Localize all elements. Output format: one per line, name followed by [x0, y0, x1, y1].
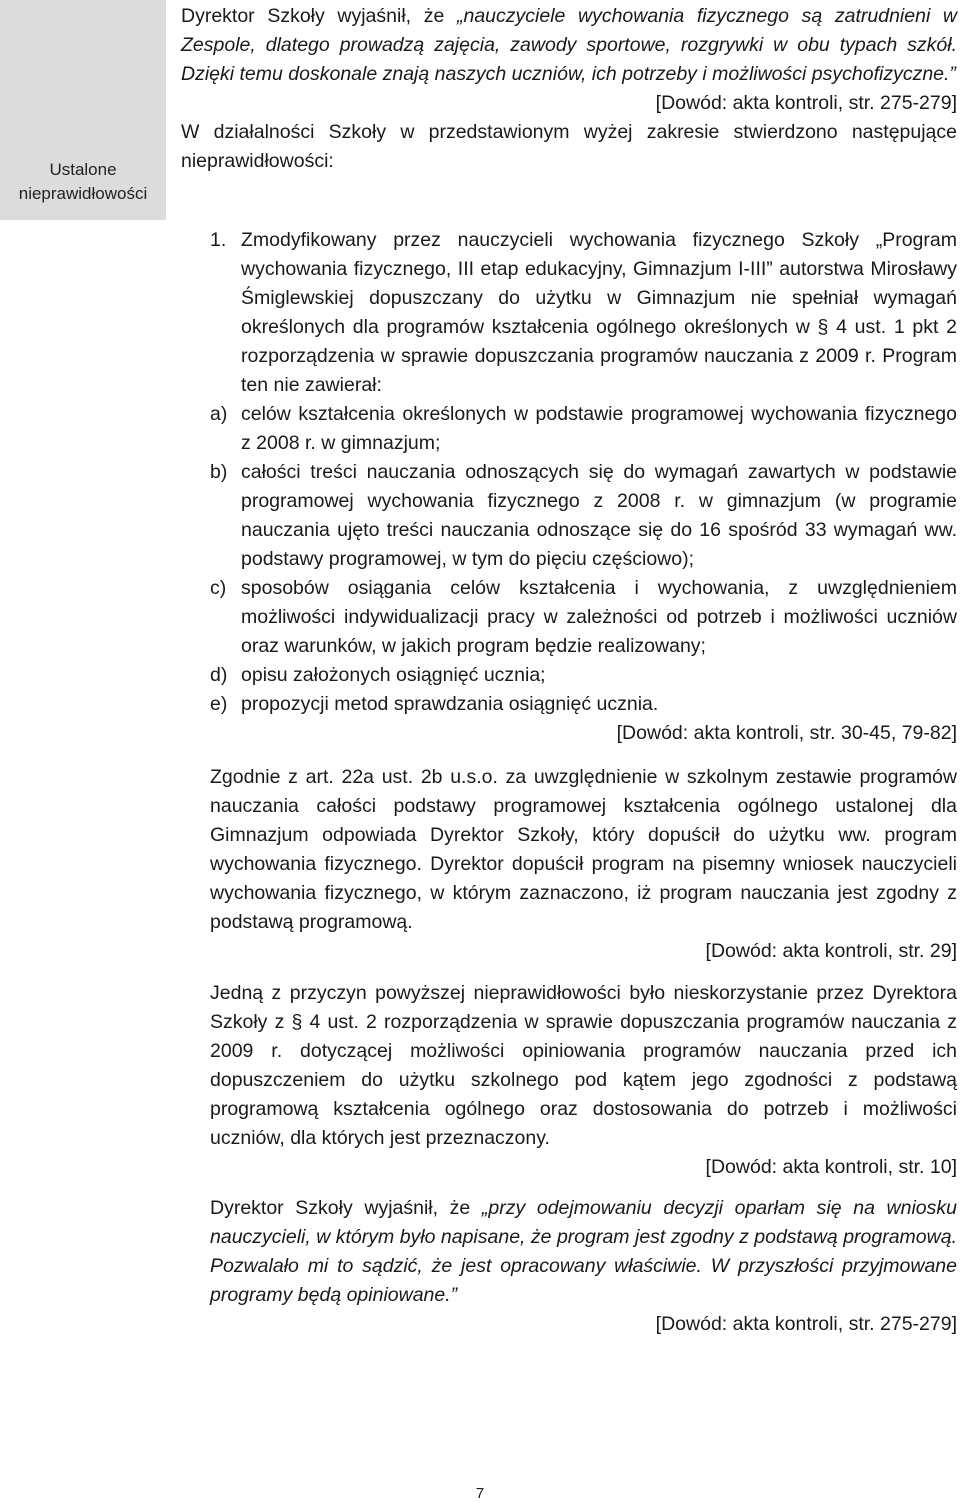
intro-evidence: [Dowód: akta kontroli, str. 275-279]: [655, 92, 957, 114]
paragraph-4-lead: Dyrektor Szkoły wyjaśnił, że: [210, 1197, 471, 1219]
list-item-marker: e): [210, 693, 228, 715]
findings-sidebar: [0, 0, 166, 220]
list-item-text: opisu założonych osiągnięć ucznia;: [241, 664, 546, 686]
list-item: [210, 574, 957, 661]
intro-paragraph: [181, 2, 957, 89]
sidebar-label: Ustalone nieprawidłowości: [18, 160, 148, 203]
list-item: [210, 690, 957, 719]
findings-intro: W działalności Szkoły w przedstawionym wyżej zakresie stwierdzono następujące nieprawidłowości:: [181, 121, 957, 172]
list-item-marker: d): [210, 664, 228, 686]
paragraph-3-evidence: [Dowód: akta kontroli, str. 10]: [705, 1156, 957, 1178]
list-item: [210, 458, 957, 574]
intro-lead: Dyrektor Szkoły wyjaśnił, że: [181, 5, 445, 27]
paragraph-4-evidence: [Dowód: akta kontroli, str. 275-279]: [655, 1313, 957, 1335]
finding-1-text: [210, 226, 957, 400]
list-item: [210, 400, 957, 458]
paragraph-3-text: Jedną z przyczyn powyższej nieprawidłowości było nieskorzystanie przez Dyrektora Szkoły z § 4 ust. 2 rozporządzenia w sprawie dopuszczania programów nauczania z 2009 r. dotyczącej możliwości opiniowania programów nauczania przed ich dopuszczeniem do użytku szkolnego pod kątem jego zgodności z podstawą programową kształcenia ogólnego oraz dostosowania do potrzeb i możliwości uczniów, dla których jest przeznaczony.: [210, 982, 957, 1149]
list-item-text: sposobów osiągania celów kształcenia i wychowania, z uwzględnieniem możliwości indywidualizacji pracy w zależności od potrzeb i możliwości uczniów oraz warunków, w jakich program będzie realizowany;: [241, 577, 957, 657]
list-item-text: całości treści nauczania odnoszących się do wymagań zawartych w podstawie programowej wychowania fizycznego z 2008 r. w gimnazjum (w programie nauczania ujęto treści nauczania odnoszące się do 16 spośród 33 wymagań ww. podstawy programowej, w tym do pięciu częściowo);: [241, 461, 957, 570]
list-item: [210, 661, 957, 690]
intro-section: [181, 2, 957, 176]
list-item-text: propozycji metod sprawdzania osiągnięć ucznia.: [241, 693, 659, 715]
paragraph-4-quote: „przy odejmowaniu decyzji oparłam się na wniosku nauczycieli, w którym było napisane, że program jest zgodny z podstawą programową. Pozwalało mi to sądzić, że jest opracowany właściwie. W przyszłości przyjmowane programy będą opiniowane.”: [210, 1197, 957, 1306]
finding-1-number: 1.: [210, 229, 227, 251]
paragraph-4: [210, 1194, 957, 1339]
finding-1: [210, 226, 957, 748]
paragraph-2: [210, 763, 957, 966]
paragraph-4-text: [210, 1194, 957, 1310]
paragraph-3: [210, 979, 957, 1182]
paragraph-2-text: Zgodnie z art. 22a ust. 2b u.s.o. za uwzględnienie w szkolnym zestawie programów nauczania całości podstawy programowej kształcenia ogólnego ustalonej dla Gimnazjum odpowiada Dyrektor Szkoły, który dopuścił do użytku ww. program wychowania fizycznego. Dyrektor dopuścił program na pisemny wniosek nauczycieli wychowania fizycznego, w którym zaznaczono, iż program nauczania jest zgodny z podstawą programową.: [210, 766, 957, 933]
list-item-marker: a): [210, 403, 228, 425]
intro-quote: „nauczyciele wychowania fizycznego są zatrudnieni w Zespole, dlatego prowadzą zajęcia, zawody sportowe, rozgrywki w obu typach szkół. Dzięki temu doskonale znają naszych uczniów, ich potrzeby i możliwości psychofizyczne.”: [181, 5, 958, 85]
page-number: 7: [475, 1485, 485, 1502]
list-item-marker: c): [210, 577, 227, 599]
list-item-marker: b): [210, 461, 228, 483]
list-item-text: celów kształcenia określonych w podstawie programowej wychowania fizycznego z 2008 r. w gimnazjum;: [241, 403, 957, 454]
finding-1-body: Zmodyfikowany przez nauczycieli wychowania fizycznego Szkoły „Program wychowania fizycznego, III etap edukacyjny, Gimnazjum I-III” autorstwa Mirosławy Śmiglewskiej dopuszczany do użytku w Gimnazjum nie spełniał wymagań określonych dla programów kształcenia ogólnego określonych w § 4 ust. 1 pkt 2 rozporządzenia w sprawie dopuszczania programów nauczania z 2009 r. Program ten nie zawierał:: [241, 229, 957, 396]
finding-1-list: [210, 400, 957, 719]
paragraph-2-evidence: [Dowód: akta kontroli, str. 29]: [705, 940, 957, 962]
finding-1-evidence: [Dowód: akta kontroli, str. 30-45, 79-82]: [616, 722, 957, 744]
